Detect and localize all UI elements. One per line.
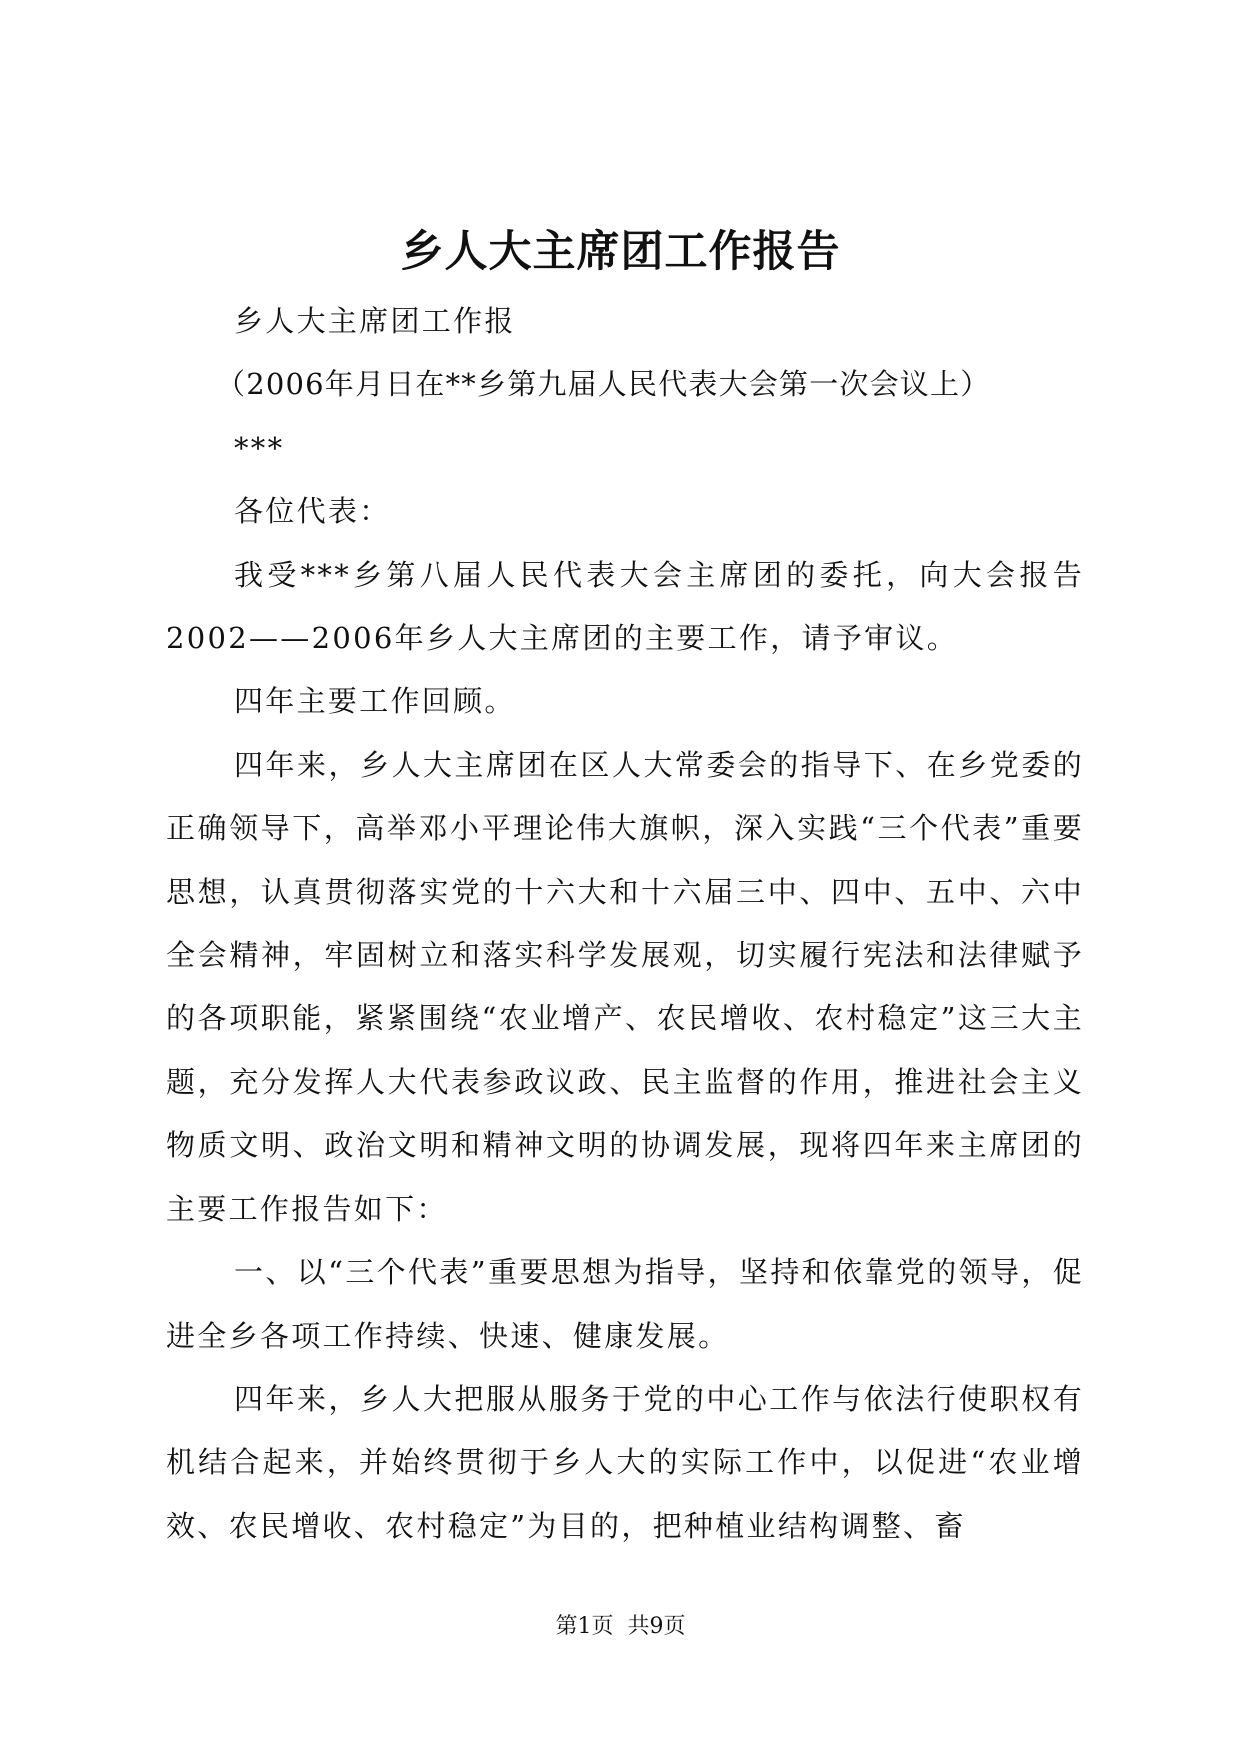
paragraph-intro: 我受***乡第八届人民代表大会主席团的委托，向大会报告2002——2006年乡人大主席团的主要工作，请予审议。	[166, 557, 1084, 656]
page-number: 第1页 共9页	[555, 1614, 686, 1639]
paragraph-subtitle: 乡人大主席团工作报	[234, 304, 516, 338]
document-body	[166, 290, 1084, 1558]
document-title: 乡人大主席团工作报告	[400, 227, 841, 277]
paragraph-review-summary: 四年来，乡人大主席团在区人大常委会的指导下、在乡党委的正确领导下，高举邓小平理论伟大旗帜，深入实践“三个代表”重要思想，认真贯彻落实党的十六大和十六届三中、四中、五中、六中全会精神，牢固树立和落实科学发展观，切实履行宪法和法律赋予的各项职能，紧紧围绕“农业增产、农民增收、农村稳定”这三大主题，充分发挥人大代表参政议政、民主监督的作用，推进社会主义物质文明、政治文明和精神文明的协调发展，现将四年来主席团的主要工作报告如下：	[166, 747, 1084, 1226]
paragraph-section-one-heading: 一、以“三个代表”重要思想为指导，坚持和依靠党的领导，促进全乡各项工作持续、快速、健康发展。	[166, 1255, 1084, 1353]
paragraph-author: ***	[234, 430, 285, 465]
paragraph-meeting-note: （2006年月日在**乡第九届人民代表大会第一次会议上）	[216, 367, 991, 402]
paragraph-salutation: 各位代表：	[234, 494, 391, 529]
page-footer	[0, 1612, 1241, 1642]
paragraph-review-heading: 四年主要工作回顾。	[234, 684, 516, 719]
paragraph-section-one-body: 四年来，乡人大把服从服务于党的中心工作与依法行使职权有机结合起来，并始终贯彻于乡人大的实际工作中，以促进“农业增效、农民增收、农村稳定”为目的，把种植业结构调整、畜	[166, 1381, 1084, 1543]
